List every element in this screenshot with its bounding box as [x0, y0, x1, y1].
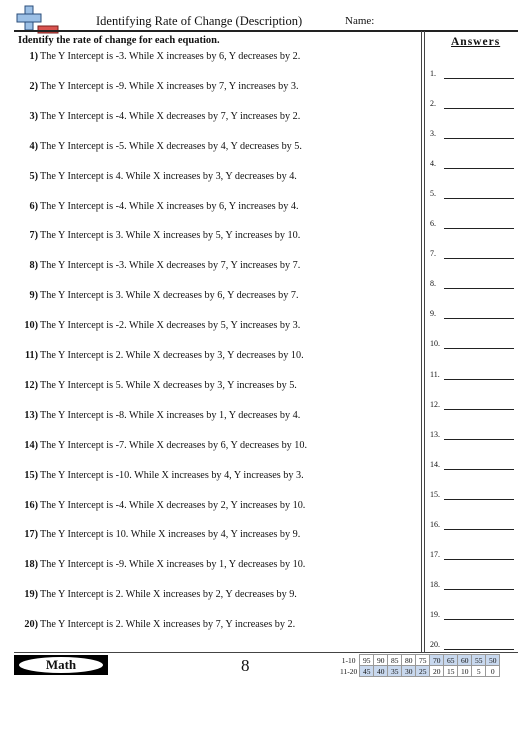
question-number: 1): [29, 51, 38, 62]
score-cell: 95: [360, 655, 374, 666]
score-cell: 40: [374, 666, 388, 677]
question-text: The Y Intercept is -10. While X increases by 4, Y increases by 3.: [40, 469, 304, 481]
answer-number: 17.: [430, 549, 440, 559]
score-cell: 50: [486, 655, 500, 666]
question-item: [18, 350, 304, 361]
answer-number: 13.: [430, 429, 440, 439]
answer-number: 9.: [430, 309, 436, 319]
question-number: 14): [24, 439, 38, 451]
name-label: Name:: [345, 15, 375, 27]
answer-blank[interactable]: [444, 439, 514, 440]
score-cell: 15: [444, 666, 458, 677]
question-number: 9): [29, 290, 38, 302]
score-cell: 85: [388, 655, 402, 666]
score-cell: 25: [416, 666, 430, 677]
question-number: 18): [24, 559, 38, 571]
subject-badge: [14, 655, 108, 675]
answer-blank[interactable]: [444, 619, 514, 620]
question-item: [18, 440, 307, 451]
question-item: [18, 470, 304, 481]
question-item: [18, 500, 305, 511]
score-cell: 45: [360, 666, 374, 677]
question-number: 8): [29, 260, 38, 272]
answer-number: 4.: [430, 159, 436, 169]
answer-number: 12.: [430, 399, 440, 409]
score-cell: 90: [374, 655, 388, 666]
question-text: The Y Intercept is 2. While X increases by 7, Y increases by 2.: [40, 619, 296, 631]
question-item: [18, 81, 299, 92]
question-text: The Y Intercept is -9. While X increases by 1, Y decreases by 10.: [40, 559, 306, 571]
question-item: [18, 290, 299, 301]
question-item: [18, 201, 299, 212]
question-number: 10): [24, 320, 38, 332]
question-text: The Y Intercept is -8. While X increases by 1, Y decreases by 4.: [40, 409, 301, 421]
answer-column-divider-inner: [424, 31, 425, 653]
question-item: [18, 380, 297, 391]
answer-number: 18.: [430, 579, 440, 589]
question-item: [18, 529, 300, 540]
answer-blank[interactable]: [444, 348, 514, 349]
answer-number: 20.: [430, 639, 440, 649]
instructions: Identify the rate of change for each equation.: [18, 35, 220, 46]
score-cell: 0: [486, 666, 500, 677]
answer-number: 5.: [430, 189, 436, 199]
question-number: 19): [24, 589, 38, 601]
score-cell: 35: [388, 666, 402, 677]
score-cell: 10: [458, 666, 472, 677]
answer-blank[interactable]: [444, 529, 514, 530]
question-item: [18, 619, 295, 630]
answer-number: 8.: [430, 279, 436, 289]
score-row: [338, 655, 500, 666]
question-text: The Y Intercept is 5. While X decreases by 3, Y increases by 5.: [40, 379, 297, 391]
question-item: [18, 559, 305, 570]
answer-number: 11.: [430, 369, 440, 379]
question-item: [18, 171, 297, 182]
score-table: [338, 654, 500, 677]
question-text: The Y Intercept is 2. While X increases by 2, Y decreases by 9.: [40, 589, 297, 601]
question-text: The Y Intercept is 3. While X decreases by 6, Y decreases by 7.: [40, 290, 299, 302]
question-item: [18, 141, 302, 152]
question-text: The Y Intercept is -4. While X decreases by 7, Y increases by 2.: [40, 110, 301, 122]
answer-blank[interactable]: [444, 649, 514, 650]
answer-blank[interactable]: [444, 258, 514, 259]
question-item: [18, 260, 300, 271]
score-row: [338, 666, 500, 677]
answer-column-divider: [421, 31, 422, 653]
score-cell: 5: [472, 666, 486, 677]
answers-heading: Answers: [451, 36, 501, 48]
answer-number: 3.: [430, 129, 436, 139]
question-number: 20): [24, 619, 38, 631]
score-cell: 60: [458, 655, 472, 666]
header-divider: [14, 30, 518, 32]
score-cell: 30: [402, 666, 416, 677]
score-cell: 55: [472, 655, 486, 666]
score-cell: 80: [402, 655, 416, 666]
answer-number: 1.: [430, 69, 436, 78]
question-text: The Y Intercept is -4. While X increases by 6, Y increases by 4.: [40, 200, 299, 212]
question-text: The Y Intercept is -3. While X decreases by 7, Y increases by 7.: [40, 260, 301, 272]
answer-number: 19.: [430, 609, 440, 619]
question-text: The Y Intercept is -3. While X increases by 6, Y decreases by 2.: [40, 51, 301, 62]
answer-blank[interactable]: [444, 108, 514, 109]
question-number: 7): [29, 230, 38, 242]
answer-blank[interactable]: [444, 559, 514, 560]
answer-blank[interactable]: [444, 379, 514, 380]
question-number: 16): [24, 499, 38, 511]
answer-blank[interactable]: [444, 318, 514, 319]
question-text: The Y Intercept is -5. While X decreases by 4, Y decreases by 5.: [40, 140, 302, 152]
answer-number: 10.: [430, 339, 440, 349]
question-number: 5): [29, 170, 38, 182]
question-number: 4): [29, 140, 38, 152]
answer-blank[interactable]: [444, 469, 514, 470]
answer-number: 15.: [430, 489, 440, 499]
question-number: 15): [24, 469, 38, 481]
question-item: [18, 111, 300, 122]
question-text: The Y Intercept is -2. While X decreases by 5, Y increases by 3.: [40, 320, 301, 332]
question-text: The Y Intercept is -7. While X decreases by 6, Y decreases by 10.: [40, 439, 308, 451]
answer-blank[interactable]: [444, 78, 514, 79]
question-text: The Y Intercept is 10. While X increases by 4, Y increases by 9.: [40, 529, 301, 541]
answer-number: 7.: [430, 249, 436, 259]
score-cell: 75: [416, 655, 430, 666]
question-number: 6): [29, 200, 38, 212]
answer-number: 6.: [430, 219, 436, 229]
question-number: 17): [24, 529, 38, 541]
answer-number: 16.: [430, 519, 440, 529]
score-cell: 65: [444, 655, 458, 666]
answer-blank[interactable]: [444, 168, 514, 169]
question-item: [18, 589, 297, 600]
question-text: The Y Intercept is -9. While X increases by 7, Y increases by 3.: [40, 80, 299, 92]
question-number: 12): [24, 379, 38, 391]
question-text: The Y Intercept is 2. While X decreases by 3, Y decreases by 10.: [40, 350, 304, 361]
answer-blank[interactable]: [444, 288, 514, 289]
question-text: The Y Intercept is 4. While X increases by 3, Y decreases by 4.: [40, 170, 297, 182]
score-row-label: 11-20: [340, 666, 358, 676]
score-cell: 70: [430, 655, 444, 666]
question-number: 11): [24, 350, 38, 361]
question-item: [18, 410, 300, 421]
question-number: 13): [24, 409, 38, 421]
answer-number: 14.: [430, 459, 440, 469]
answer-blank[interactable]: [444, 198, 514, 199]
question-text: The Y Intercept is -4. While X decreases by 2, Y increases by 10.: [40, 499, 306, 511]
answer-number: 2.: [430, 99, 436, 109]
question-number: 2): [29, 80, 38, 92]
question-number: 3): [29, 110, 38, 122]
answer-blank[interactable]: [444, 228, 514, 229]
question-item: [18, 320, 300, 331]
question-text: The Y Intercept is 3. While X increases by 5, Y increases by 10.: [40, 230, 301, 242]
question-item: [18, 51, 300, 62]
answer-blank[interactable]: [444, 409, 514, 410]
score-row-label: 1-10: [341, 655, 356, 665]
footer-divider: [14, 652, 518, 653]
worksheet-title: Identifying Rate of Change (Description): [96, 14, 303, 28]
score-cell: 20: [430, 666, 444, 677]
answer-blank[interactable]: [444, 138, 514, 139]
subject-label: Math: [19, 657, 103, 673]
page-number: 8: [241, 656, 250, 675]
answer-blank[interactable]: [444, 589, 514, 590]
answer-blank[interactable]: [444, 499, 514, 500]
question-item: [18, 230, 300, 241]
